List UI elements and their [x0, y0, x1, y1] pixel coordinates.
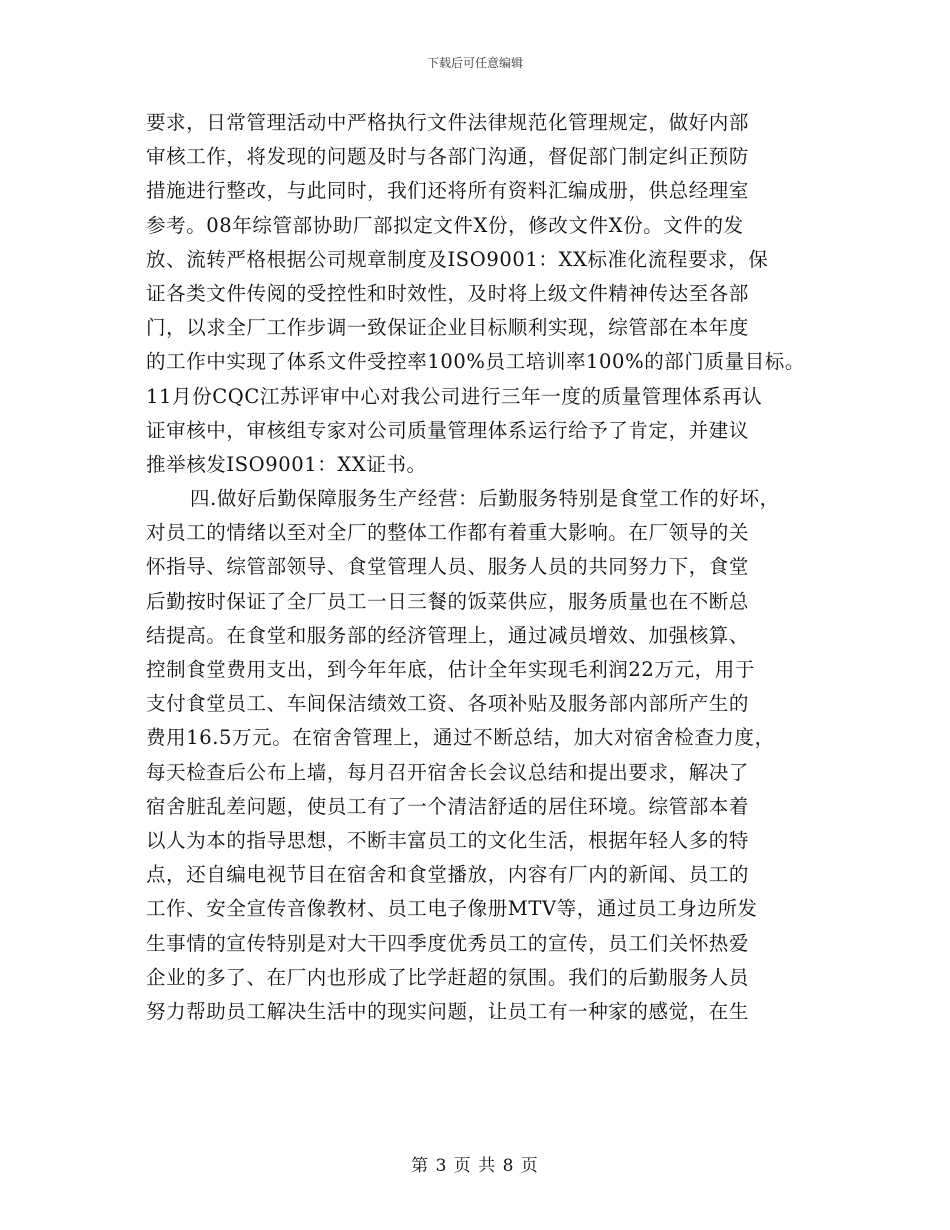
text-line: 11月份CQC江苏评审中心对我公司进行三年一度的质量管理体系再认: [146, 384, 763, 408]
text-line: 工作、安全宣传音像教材、员工电子像册MTV等，通过员工身边所发: [146, 897, 758, 921]
text-line: 参考。08年综管部协助厂部拟定文件X份，修改文件X份。文件的发: [146, 213, 744, 237]
text-line: 门，以求全厂工作步调一致保证企业目标顺利实现，综管部在本年度: [146, 316, 750, 340]
text-line: 对员工的情绪以至对全厂的整体工作都有着重大影响。在厂领导的关: [146, 521, 750, 545]
page-number: 第 3 页 共 8 页: [411, 1156, 539, 1176]
header-note: 下载后可任意编辑: [426, 56, 523, 70]
body-text: [146, 106, 826, 1029]
text-line: 措施进行整改，与此同时，我们还将所有资料汇编成册，供总经理室: [146, 179, 750, 203]
text-line: 证审核中，审核组专家对公司质量管理体系运行给予了肯定，并建议: [146, 418, 750, 442]
text-line: 生事情的宣传特别是对大干四季度优秀员工的宣传，员工们关怀热爱: [146, 931, 750, 955]
text-line: 要求，日常管理活动中严格执行文件法律规范化管理规定，做好内部: [146, 111, 750, 134]
text-line: 结提高。在食堂和服务部的经济管理上，通过减员增效、加强核算、: [146, 623, 750, 647]
text-line: 以人为本的指导思想，不断丰富员工的文化生活，根据年轻人多的特: [146, 828, 750, 852]
text-line: 点，还自编电视节目在宿舍和食堂播放，内容有厂内的新闻、员工的: [146, 863, 750, 887]
text-line: 审核工作，将发现的问题及时与各部门沟通，督促部门制定纠正预防: [146, 145, 750, 169]
text-line: 的工作中实现了体系文件受控率100%员工培训率100%的部门质量目标。: [146, 350, 805, 374]
text-line: 宿舍脏乱差问题，使员工有了一个清洁舒适的居住环境。综管部本着: [146, 794, 750, 818]
text-line: 控制食堂费用支出，到今年年底，估计全年实现毛利润22万元，用于: [146, 658, 755, 681]
text-line: 放、流转严格根据公司规章制度及ISO9001：XX标准化流程要求，保: [146, 247, 769, 271]
text-line: 证各类文件传阅的受控性和时效性，及时将上级文件精神传达至各部: [146, 281, 750, 305]
text-line: 推举核发ISO9001：XX证书。: [146, 452, 427, 476]
text-line: 企业的多了、在厂内也形成了比学赶超的氛围。我们的后勤服务人员: [146, 965, 750, 989]
text-line: 努力帮助员工解决生活中的现实问题，让员工有一种家的感觉，在生: [146, 999, 750, 1023]
text-line: 每天检查后公布上墙，每月召开宿舍长会议总结和提出要求，解决了: [146, 760, 750, 784]
text-line: 怀指导、综管部领导、食堂管理人员、服务人员的共同努力下，食堂: [146, 555, 750, 579]
text-line: 费用16.5万元。在宿舍管理上，通过不断总结，加大对宿舍检查力度，: [146, 726, 775, 750]
text-line: 后勤按时保证了全厂员工一日三餐的饭菜供应，服务质量也在不断总: [146, 589, 750, 613]
paragraph-start-line: 四.做好后勤保障服务生产经营：后勤服务特别是食堂工作的好坏，: [190, 487, 780, 511]
text-line: 支付食堂员工、车间保洁绩效工资、各项补贴及服务部内部所产生的: [146, 692, 750, 716]
